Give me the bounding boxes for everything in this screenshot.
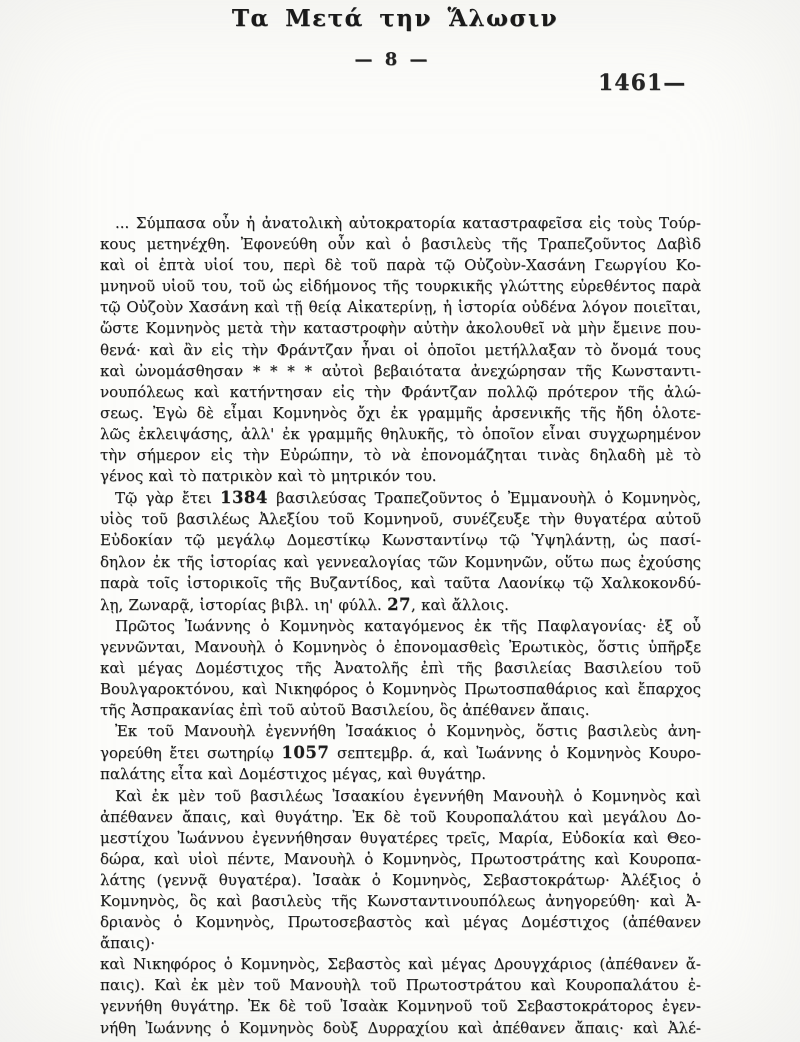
text-line: καὶ Νικηφόρος ὁ Κομνηνὸς, Σεβαστὸς καὶ μέγας Δρουγχάριος (ἀπέθανεν ἄ- [100,955,701,974]
text-line [100,487,701,509]
body-text [100,213,701,1039]
text-line [100,742,701,764]
text-line: μεστίχου Ἰωάννου ἐγεννήθησαν θυγατέρες τρεῖς, Μαρία, Εὐδοκία καὶ Θεο- [100,828,701,847]
text-line: τῆς Ἀσπρακανίας ἐπὶ τοῦ αὐτοῦ Βασιλείου, ὃς ἀπέθανεν ἄπαις. [100,701,590,720]
text-run: βασιλεύσας Τραπεζοῦντος ὁ Ἐμμανουὴλ ὁ Κομνηνὸς, [267,489,701,508]
bold-year: 1057 [281,743,330,763]
text-line: παλάτης εἶτα καὶ Δομέστιχος μέγας, καὶ θυγάτηρ. [100,765,486,784]
text-line: Κομνηνὸς, ὃς καὶ βασιλεὺς τῆς Κωνσταντινουπόλεως ἀνηγορεύθη· καὶ Ἀ- [100,892,701,910]
text-line: δηλον ἐκ τῆς ἱστορίας καὶ γεννεαλογίας τῶν Κομνηνῶν, οὕτω πως ἐχούσης [100,552,701,571]
text-line: ... Σύμπασα οὖν ἡ ἀνατολικὴ αὐτοκρατορία καταστραφεῖσα εἰς τοὺς Τούρ- [115,214,701,232]
text-line: νήθη Ἰωάννης ὁ Κομνηνὸς δοὺξ Δυρραχίου καὶ ἀπέθανεν ἄπαις· καὶ Ἀλέ- [100,1018,701,1037]
text-line: Βουλγαροκτόνου, καὶ Νικηφόρος ὁ Κομνηνὸς Πρωτοσπαθάριος καὶ ἔπαρχος [100,680,701,699]
text-line: γεννήθη θυγάτηρ. Ἐκ δὲ τοῦ Ἰσαὰκ Κομνηνοῦ τοῦ Σεβαστοκράτορος ἐγεν- [100,997,701,1016]
paragraph [100,213,701,487]
text-line: μνηνοῦ υἱοῦ του, τοῦ ὡς εἰδήμονος τῆς τουρκικῆς γλώττης εὑρεθέντος παρὰ [100,277,701,296]
paragraph [100,487,701,616]
text-line: λάτης (γεννᾷ θυγατέρα). Ἰσαὰκ ὁ Κομνηνὸς, Σεβαστοκράτωρ· Ἀλέξιος ὁ [100,870,701,889]
text-run: γορεύθη ἔτει σωτηρίῳ [100,744,282,763]
text-line: ὥστε Κομνηνὸς μετὰ τὴν καταστροφὴν αὐτὴν ἀκολουθεῖ νὰ μὴν ἔμεινε που- [100,319,701,338]
text-line: Πρῶτος Ἰωάννης ὁ Κομνηνὸς καταγόμενος ἐκ τῆς Παφλαγονίας· ἐξ οὗ [115,616,701,635]
text-line: γεννῶνται, Μανουὴλ ὁ Κομνηνὸς ὁ ἐπονομασθεὶς Ἐρωτικὸς, ὅστις ὑπῆρξε [100,637,701,656]
text-run: , καὶ ἄλλοις. [411,595,509,614]
text-line: Εὐδοκίαν τῷ μεγάλῳ Δομεστίκῳ Κωνσταντίνῳ τῷ Ὑψηλάντῃ, ὡς πασί- [100,531,701,550]
page-number: — 8 — [354,49,431,70]
text-line: Καὶ ἐκ μὲν τοῦ βασιλέως Ἰσαακίου ἐγεννήθη Μανουὴλ ὁ Κομνηνὸς καὶ [115,786,701,805]
text-line: παρὰ τοῖς ἱστορικοῖς τῆς Βυζαντίδος, καὶ ταῦτα Λαονίκῳ τῷ Χαλκοκονδύ- [100,573,701,592]
text-line: λῶς ἐκλειψάσης, ἀλλ' ἐκ γραμμῆς θηλυκῆς, τὸ ὁποῖον εἶναι συγχωρημένον [100,424,701,443]
text-run: λῃ, Ζωναρᾷ, ἱστορίας βιβλ. ιη' φύλλ. [100,595,388,614]
text-line: καὶ ὠνομάσθησαν * * * * αὐτοὶ βεβαιότατα ἀνεχώρησαν τῆς Κωνσταντι- [100,361,701,380]
text-line: παις). Καὶ ἐκ μὲν τοῦ Μανουὴλ τοῦ Πρωτοστράτου καὶ Κουροπαλάτου ἐ- [100,976,701,995]
text-line: δώρα, καὶ υἱοὶ πέντε, Μανουὴλ ὁ Κομνηνὸς, Πρωτοστράτης καὶ Κουροπα- [100,849,701,868]
text-line: τῷ Οὐζοὺν Χασάνη καὶ τῇ θείᾳ Αἰκατερίνῃ, ἡ ἱστορία οὐδένα λόγον ποιεῖται, [100,298,701,317]
page-title: Τα Μετά την Ἅλωσιν [231,5,559,32]
text-line: νουπόλεως καὶ κατήντησαν εἰς τὴν Φράντζαν πολλῷ πρότερον τῆς ἁλώ- [100,382,701,401]
bold-year: 1384 [219,488,268,508]
text-line: ἀπέθανεν ἄπαις, καὶ θυγάτηρ. Ἐκ δὲ τοῦ Κουροπαλάτου καὶ μεγάλου Δο- [100,807,701,826]
paragraph [100,786,701,1039]
text-line: καὶ οἱ ἑπτὰ υἱοί του, περὶ δὲ τοῦ παρὰ τῷ Οὐζοὺν-Χασάνη Γεωργίου Κο- [100,256,701,275]
text-line [100,594,701,616]
text-line: θενά· καὶ ἂν εἰς τὴν Φράντζαν ἦναι οἱ ὁποῖοι μετήλλαξαν τὸ ὄνομά τους [100,340,701,359]
text-run: σεπτεμβρ. ά, καὶ Ἰωάννης ὁ Κομνηνὸς Κουρο- [329,744,701,763]
bold-year: 27 [387,594,412,614]
text-line: τὴν σήμερον εἰς τὴν Εὐρώπην, τὸ νὰ ἐπονομάζηται τινὰς δηλαδὴ μὲ τὸ [100,446,701,465]
text-line: δριανὸς ὁ Κομνηνὸς, Πρωτοσεβαστὸς καὶ μέγας Δομέστιχος (ἀπέθανεν ἄπαις)· [100,913,701,953]
text-line: σεως. Ἐγὼ δὲ εἶμαι Κομνηνὸς ὄχι ἐκ γραμμῆς ἀρσενικῆς τῆς ἤδη ὁλοτε- [100,403,701,422]
text-line: Ἐκ τοῦ Μανουὴλ ἐγεννήθη Ἰσαάκιος ὁ Κομνηνὸς, ὅστις βασιλεὺς ἀνη- [115,722,701,741]
year-marginal-note: 1461— [598,70,687,96]
paragraph [100,616,701,721]
text-line: υἱὸς τοῦ βασιλέως Ἀλεξίου τοῦ Κομνηνοῦ, συνέζευξε τὴν θυγατέρα αὐτοῦ [100,510,701,529]
paragraph [100,721,701,785]
text-line: κους μετηνέχθη. Ἐφονεύθη οὖν καὶ ὁ βασιλεὺς τῆς Τραπεζοῦντος Δαβὶδ [100,235,701,254]
text-run: Τῷ γὰρ ἔτει [115,489,220,508]
text-line: καὶ μέγας Δομέστιχος τῆς Ἀνατολῆς ἐπὶ τῆς βασιλείας Βασιλείου τοῦ [100,658,701,677]
text-line: γένος καὶ τὸ πατρικὸν καὶ τὸ μητρικόν του. [100,467,437,486]
